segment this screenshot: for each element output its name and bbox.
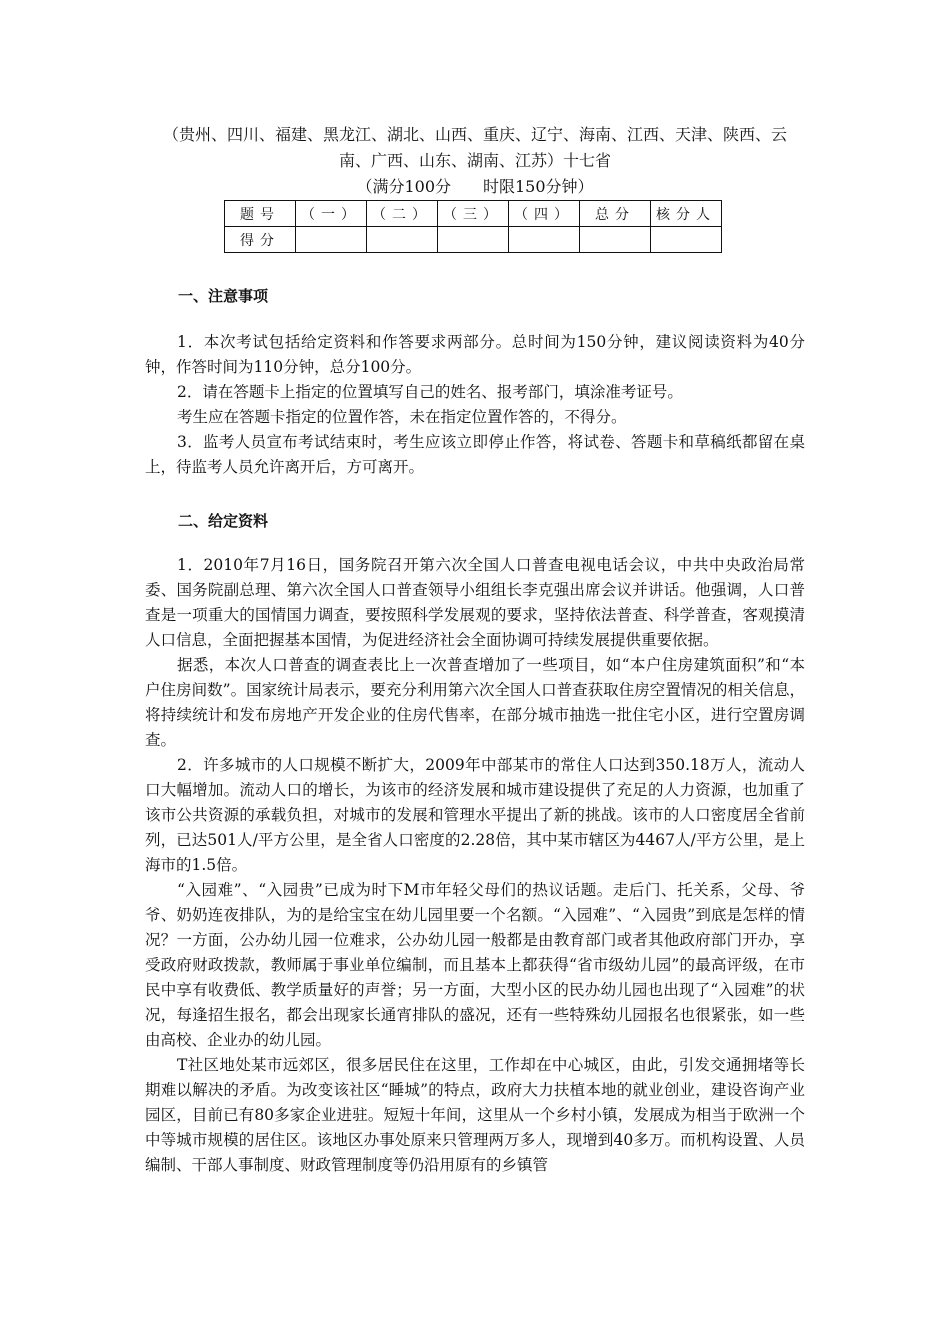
score-cell-checker: 核分人 (651, 201, 722, 227)
material-paragraph: 据悉，本次人口普查的调查表比上一次普查增加了一些项目，如“本户住房建筑面积”和“本户住房间数”。国家统计局表示，要充分利用第六次全国人口普查获取住房空置情况的相关信息，将持续统计和发布房地产开发企业的住房代售率，在部分城市抽选一批住宅小区，进行空置房调查。 (145, 656, 805, 749)
header-provinces-line1: （贵州、四川、福建、黑龙江、湖北、山西、重庆、辽宁、海南、江西、天津、陕西、云 (162, 125, 787, 144)
material-paragraph: T社区地处某市远郊区，很多居民住在这里，工作却在中心城区，由此，引发交通拥堵等长期难以解决的矛盾。为改变该社区“睡城”的特点，政府大力扶植本地的就业创业，建设咨询产业园区，目前已有80多家企业进驻。短短十年间，这里从一个乡村小镇，发展成为相当于欧洲一个中等城市规模的居住区。该地区办事处原来只管理两万多人，现增到40多万。而机构设置、人员编制、干部人事制度、财政管理制度等仍沿用原有的乡镇管 (145, 1056, 805, 1174)
score-table-header-row (225, 201, 722, 227)
material-paragraph: 2．许多城市的人口规模不断扩大，2009年中部某市的常住人口达到350.18万人，流动人口大幅增加。流动人口的增长，为该市的经济发展和城市建设提供了充足的人力资源，也加重了该市公共资源的承载负担，对城市的发展和管理水平提出了新的挑战。该市的人口密度居全省前列，已达501人/平方公里，是全省人口密度的2.28倍，其中某市辖区为4467人/平方公里，是上海市的1.5倍。 (145, 756, 805, 874)
material-paragraphs (145, 553, 805, 1178)
notice-paragraphs (145, 330, 805, 480)
section-heading-materials: 二、给定资料 (178, 512, 269, 530)
header-score-time: （满分100分 时限150分钟） (356, 177, 594, 196)
material-paragraph: 1．2010年7月16日，国务院召开第六次全国人口普查电视电话会议，中共中央政治局常委、国务院副总理、第六次全国人口普查领导小组组长李克强出席会议并讲话。他强调，人口普查是一项重大的国情国力调查，要按照科学发展观的要求，坚持依法普查、科学普查，客观摸清人口信息，全面把握基本国情，为促进经济社会全面协调可持续发展提供重要依据。 (145, 556, 805, 649)
notice-paragraph: 考生应在答题卡指定的位置作答，未在指定位置作答的，不得分。 (177, 408, 627, 426)
notice-paragraph: 2．请在答题卡上指定的位置填写自己的姓名、报考部门，填涂准考证号。 (177, 383, 683, 401)
score-input-total (580, 227, 651, 253)
score-cell-total: 总分 (580, 201, 651, 227)
score-row-label: 得分 (225, 227, 296, 253)
score-cell-part3: （三） (438, 201, 509, 227)
score-input-part3 (438, 227, 509, 253)
section-heading-notice: 一、注意事项 (178, 287, 269, 305)
score-input-part2 (367, 227, 438, 253)
score-cell-part4: （四） (509, 201, 580, 227)
notice-paragraph: 1．本次考试包括给定资料和作答要求两部分。总时间为150分钟，建议阅读资料为40分钟，作答时间为110分钟，总分100分。 (145, 333, 805, 376)
material-paragraph: “入园难”、“入园贵”已成为时下M市年轻父母们的热议话题。走后门、托关系，父母、爷爷、奶奶连夜排队，为的是给宝宝在幼儿园里要一个名额。“入园难”、“入园贵”到底是怎样的情况？一方面，公办幼儿园一位难求，公办幼儿园一般都是由教育部门或者其他政府部门开办，享受政府财政拨款，教师属于事业单位编制，而且基本上都获得“省市级幼儿园”的最高评级，在市民中享有收费低、教学质量好的声誉；另一方面，大型小区的民办幼儿园也出现了“入园难”的状况，每逢招生报名，都会出现家长通宵排队的盛况，还有一些特殊幼儿园报名也很紧张，如一些由高校、企业办的幼儿园。 (145, 881, 805, 1049)
notice-paragraph: 3．监考人员宣布考试结束时，考生应该立即停止作答，将试卷、答题卡和草稿纸都留在桌上，待监考人员允许离开后，方可离开。 (145, 433, 805, 476)
score-input-checker (651, 227, 722, 253)
score-cell-part1: （一） (296, 201, 367, 227)
header-provinces-line2: 南、广西、山东、湖南、江苏）十七省 (338, 151, 611, 170)
score-table (224, 200, 722, 253)
score-input-part4 (509, 227, 580, 253)
score-table-score-row (225, 227, 722, 253)
score-cell-part2: （二） (367, 201, 438, 227)
score-cell-label: 题号 (225, 201, 296, 227)
score-input-part1 (296, 227, 367, 253)
